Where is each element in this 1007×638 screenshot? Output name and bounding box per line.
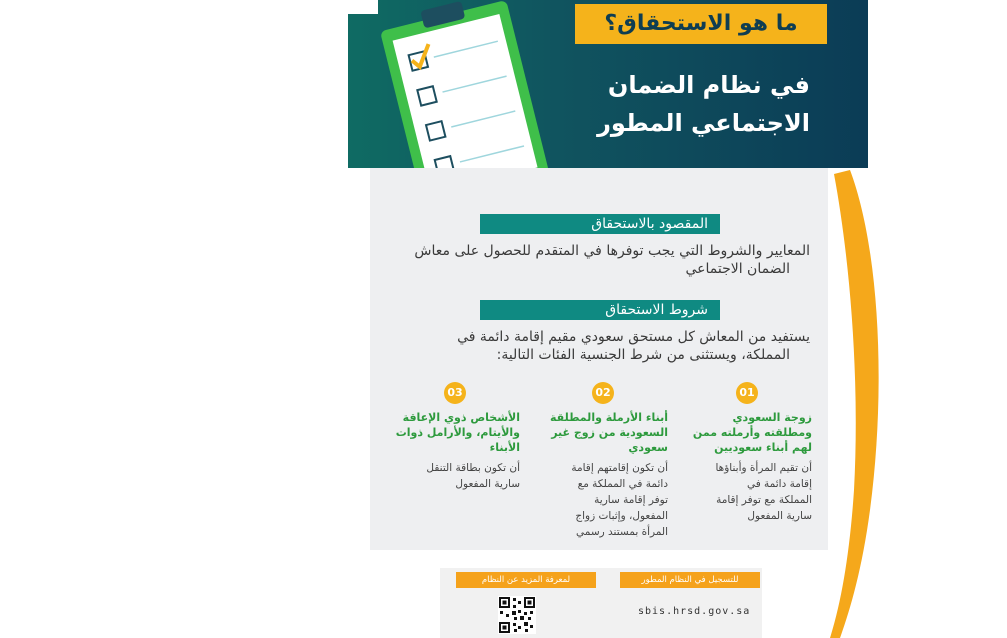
category-number: 03 [444, 382, 466, 404]
category-number: 02 [592, 382, 614, 404]
category-body-line: المملكة مع توفر إقامة [716, 494, 812, 506]
learn-more-label: لمعرفة المزيد عن النظام [456, 572, 596, 588]
category-column-2 [538, 382, 668, 540]
category-body-line: سارية المفعول [747, 510, 812, 522]
category-body-line: المرأة بمستند رسمي [576, 526, 668, 538]
category-body-line: أن تقيم المرأة وأبناؤها [715, 462, 812, 474]
definition-line: المعايير والشروط التي يجب توفرها في المتقدم للحصول على معاش [414, 243, 810, 259]
category-body-line: توفر إقامة سارية [594, 494, 668, 506]
category-title-line: ومطلقته وأرملته ممن [692, 426, 812, 439]
subtitle-line: الاجتماعي المطور [597, 109, 810, 137]
register-label: للتسجيل في النظام المطور [620, 572, 760, 588]
category-title-line: الأشخاص ذوي الإعاقة [402, 411, 520, 424]
page-subtitle [548, 66, 810, 142]
category-body-line: إقامة دائمة في [746, 478, 812, 490]
register-url-link[interactable]: sbis.hrsd.gov.sa [638, 606, 751, 617]
category-body-line: أن تكون إقامتهم إقامة [571, 462, 668, 474]
category-body [538, 460, 668, 540]
category-body-line: المفعول، وإثبات زواج [575, 510, 668, 522]
definition-text [390, 242, 810, 278]
conditions-line: يستفيد من المعاش كل مستحق سعودي مقيم إقامة دائمة في [457, 329, 810, 345]
category-column-1 [682, 382, 812, 524]
conditions-text [390, 328, 810, 364]
category-body-line: دائمة في المملكة مع [577, 478, 668, 490]
category-number: 01 [736, 382, 758, 404]
definition-heading: المقصود بالاستحقاق [480, 214, 720, 234]
category-title-line: السعودية من زوج غير [551, 426, 668, 439]
conditions-line: المملكة، ويستثنى من شرط الجنسية الفئات التالية: [496, 347, 790, 363]
page-title: ما هو الاستحقاق؟ [575, 4, 827, 44]
category-title-line: لهم أبناء سعوديين [714, 441, 812, 454]
category-title-line: سعودي [628, 441, 668, 454]
category-body-line: سارية المفعول [455, 478, 520, 490]
subtitle-line: في نظام الضمان [607, 71, 810, 99]
category-title-line: زوجة السعودي [732, 411, 812, 424]
conditions-heading: شروط الاستحقاق [480, 300, 720, 320]
content-panel [370, 168, 828, 550]
decorative-swoosh [820, 170, 890, 638]
qr-code-icon[interactable] [498, 596, 536, 634]
category-title [538, 410, 668, 455]
definition-line: الضمان الاجتماعي [685, 261, 790, 277]
category-title-line: والأيتام، والأرامل ذوات [395, 426, 520, 439]
category-title-line: أبناء الأرملة والمطلقة [550, 411, 668, 424]
category-column-3 [390, 382, 520, 492]
category-body [682, 460, 812, 524]
category-body [390, 460, 520, 492]
category-title [390, 410, 520, 455]
category-title [682, 410, 812, 455]
poster [348, 0, 868, 638]
category-title-line: الأبناء [489, 441, 520, 454]
category-body-line: أن تكون بطاقة التنقل [426, 462, 520, 474]
